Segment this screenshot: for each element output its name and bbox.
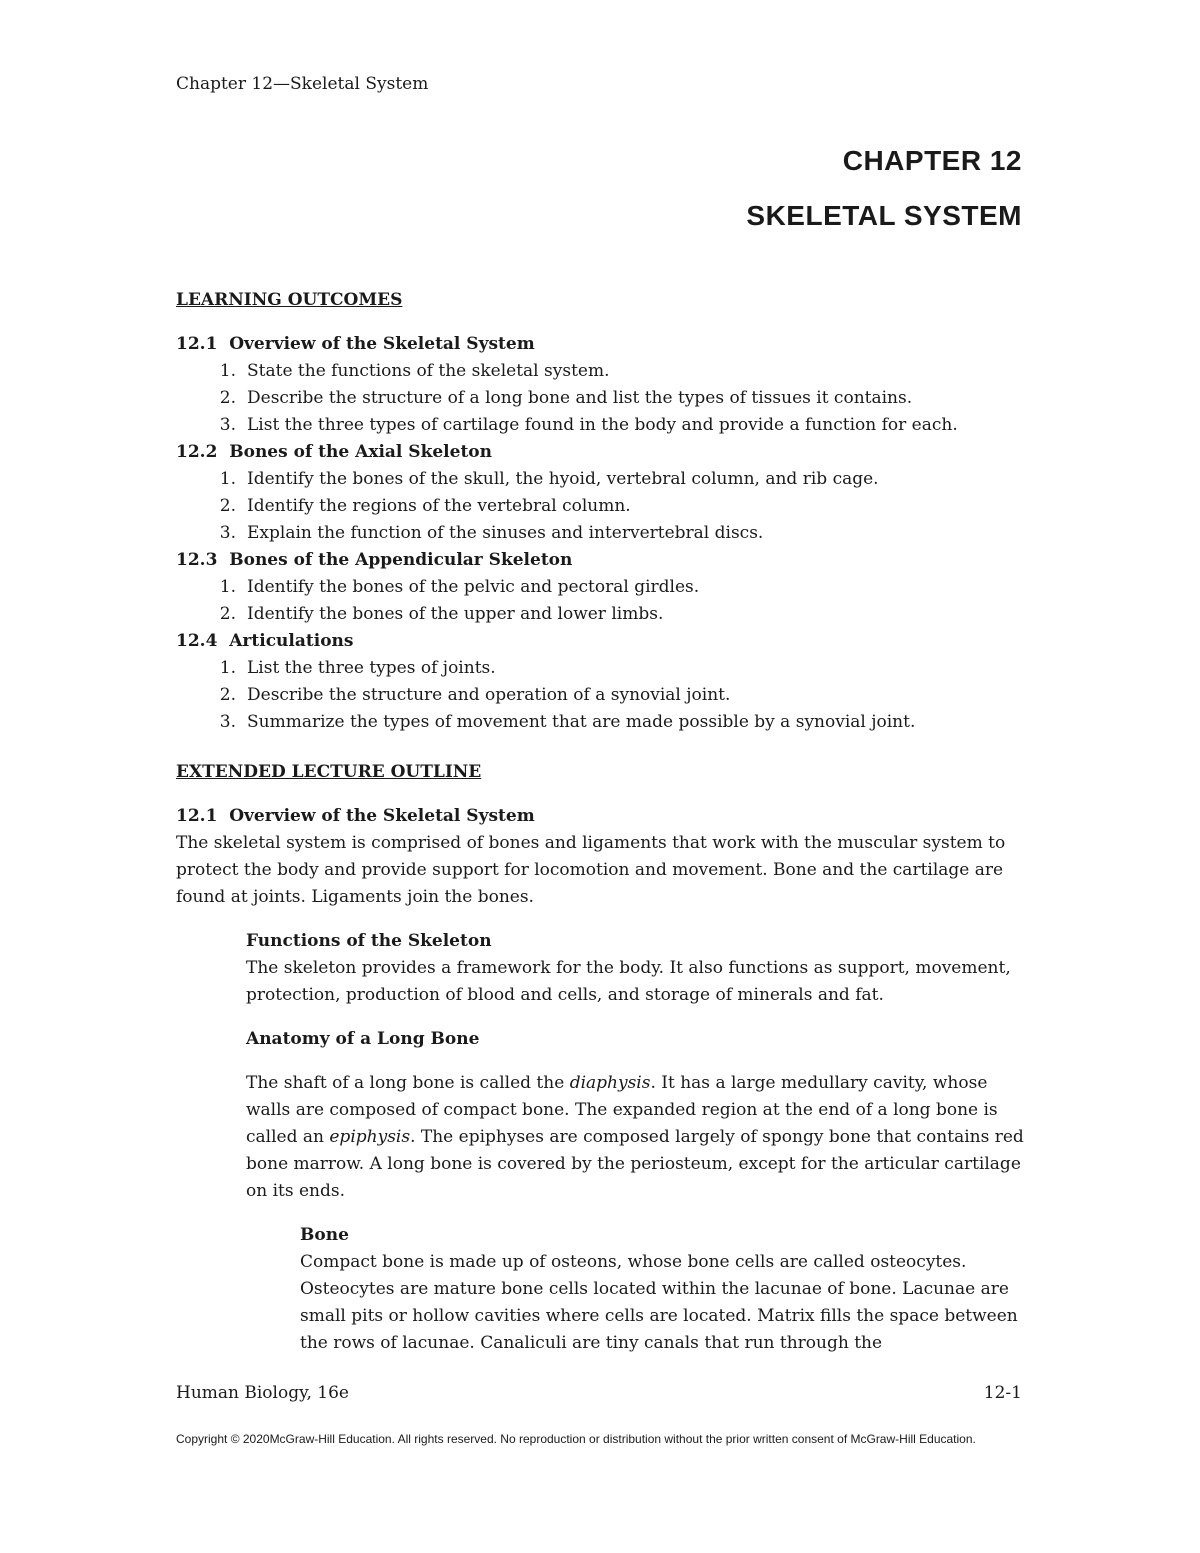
learning-outcomes-heading: LEARNING OUTCOMES — [176, 290, 403, 310]
term-diaphysis: diaphysis — [569, 1073, 651, 1093]
copyright-notice: Copyright © 2020McGraw-Hill Education. All rights reserved. No reproduction or distribution without the prior written consent of McGraw-Hill Education. — [176, 1432, 976, 1446]
functions-heading: Functions of the Skeleton — [246, 931, 492, 951]
list-item: 1. Identify the bones of the pelvic and pectoral girdles. — [219, 577, 700, 597]
outcome-section-title: 12.4 Articulations — [176, 631, 354, 651]
running-head: Chapter 12—Skeletal System — [176, 74, 429, 94]
list-item: 2. Identify the regions of the vertebral column. — [219, 496, 631, 516]
list-item: 3. Summarize the types of movement that are made possible by a synovial joint. — [219, 712, 916, 732]
list-item: 2. Describe the structure of a long bone and list the types of tissues it contains. — [219, 388, 913, 408]
list-item: 1. State the functions of the skeletal system. — [219, 361, 610, 381]
list-item: 3. Explain the function of the sinuses and intervertebral discs. — [219, 523, 764, 543]
outline-intro: The skeletal system is comprised of bones and ligaments that work with the muscular system to protect the body and provide support for locomotion and movement. Bone and the cartilage are found at joints. Ligaments join the bones. — [176, 833, 1006, 907]
list-item: 2. Identify the bones of the upper and lower limbs. — [219, 604, 664, 624]
outline-section-title: 12.1 Overview of the Skeletal System — [176, 806, 535, 826]
chapter-number: CHAPTER 12 — [842, 145, 1022, 176]
list-item: 1. List the three types of joints. — [219, 658, 496, 678]
functions-text: The skeleton provides a framework for the body. It also functions as support, movement, protection, production of blood and cells, and storage of minerals and fat. — [246, 958, 1011, 1005]
term-epiphysis: epiphysis — [329, 1127, 411, 1147]
outcome-list — [176, 466, 1026, 547]
extended-outline-heading: EXTENDED LECTURE OUTLINE — [176, 762, 482, 782]
outcome-list — [176, 655, 1026, 736]
footer-book-title: Human Biology, 16e — [176, 1383, 349, 1403]
list-item: 1. Identify the bones of the skull, the hyoid, vertebral column, and rib cage. — [219, 469, 879, 489]
list-item: 2. Describe the structure and operation of a synovial joint. — [219, 685, 731, 705]
page-content — [176, 287, 1026, 1357]
outcome-section-title: 12.2 Bones of the Axial Skeleton — [176, 442, 493, 462]
bone-heading: Bone — [300, 1225, 349, 1245]
outcome-list — [176, 574, 1026, 628]
outcome-section-title: 12.3 Bones of the Appendicular Skeleton — [176, 550, 573, 570]
anatomy-heading: Anatomy of a Long Bone — [246, 1029, 480, 1049]
outcome-list — [176, 358, 1026, 439]
chapter-title: SKELETAL SYSTEM — [746, 200, 1022, 231]
outcome-section-title: 12.1 Overview of the Skeletal System — [176, 334, 535, 354]
bone-text: Compact bone is made up of osteons, whose bone cells are called osteocytes. Osteocytes are mature bone cells located within the lacunae of bone. Lacunae are small pits or hollow cavities where cells are located. Matrix fills the space between the rows of lacunae. Canaliculi are tiny canals that run through the — [300, 1252, 1018, 1353]
list-item: 3. List the three types of cartilage found in the body and provide a function for each. — [219, 415, 958, 435]
footer-page-number: 12-1 — [983, 1383, 1022, 1403]
anatomy-text: The shaft of a long bone is called the diaphysis. It has a large medullary cavity, whose walls are composed of compact bone. The expanded region at the end of a long bone is called an epiphysis. The epiphyses are composed largely of spongy bone that contains red bone marrow. A long bone is covered by the periosteum, except for the articular cartilage on its ends. — [246, 1073, 1024, 1201]
